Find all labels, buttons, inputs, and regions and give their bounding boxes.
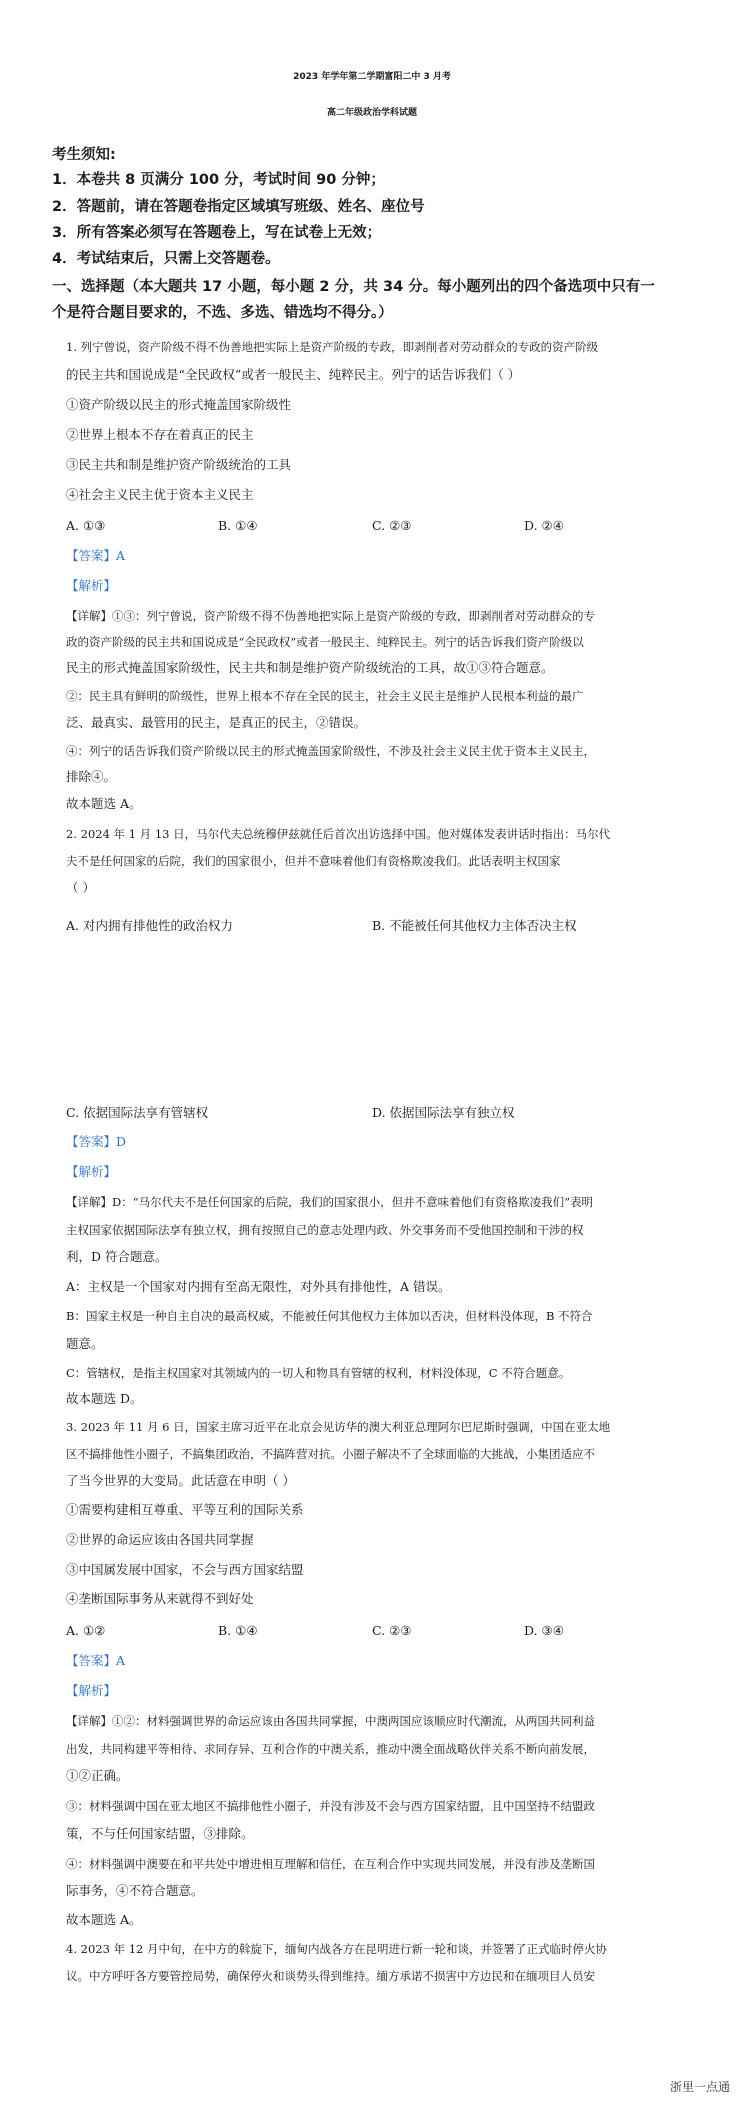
- question-stem: 3. 2023 年 11 月 6 日，国家主席习近平在北京会见访华的澳大利亚总理阿尔巴尼斯时强调，中国在亚太地: [66, 1420, 611, 1434]
- answer-label: 【答案】D: [66, 1134, 127, 1149]
- detail-line: 排除④。: [66, 769, 117, 784]
- detail-line: 际事务，④不符合题意。: [66, 1883, 204, 1898]
- option-d: D. ③④: [524, 1623, 564, 1638]
- question-stem: 1. 列宁曾说，资产阶级不得不伪善地把实际上是资产阶级的专政，即剥削者对劳动群众的专政的资产阶级: [66, 340, 599, 354]
- detail-line: A：主权是一个国家对内拥有至高无限性，对外具有排他性，A 错误。: [66, 1279, 451, 1294]
- question-stem: 了当今世界的大变局。此话意在申明（ ）: [66, 1473, 295, 1488]
- question-item: ①需要构建相互尊重、平等互利的国际关系: [66, 1502, 304, 1517]
- question-item: ②世界的命运应该由各国共同掌握: [66, 1532, 254, 1547]
- analysis-label: 【解析】: [66, 1164, 117, 1179]
- detail-line: 题意。: [66, 1336, 104, 1351]
- detail-line: ④：列宁的话告诉我们资产阶级以民主的形式掩盖国家阶级性，不涉及社会主义民主优于资本主义民主，: [66, 744, 595, 758]
- detail-line: 出发，共同构建平等相待、求同存异、互利合作的中澳关系，推动中澳全面战略伙伴关系不断向前发展，: [66, 1742, 595, 1756]
- detail-line: C：管辖权，是指主权国家对其领域内的一切人和物具有管辖的权利，材料没体现，C 不符合题意。: [66, 1366, 571, 1380]
- detail-line: 民主的形式掩盖国家阶级性，民主共和制是维护资产阶级统治的工具，故①③符合题意。: [66, 660, 554, 675]
- question-stem: 议。中方呼吁各方要管控局势，确保停火和谈势头得到维持。缅方承诺不损害中方边民和在缅项目人员安: [66, 1969, 595, 1983]
- detail-line: ①②正确。: [66, 1768, 129, 1783]
- question-item: ③民主共和制是维护资产阶级统治的工具: [66, 457, 292, 472]
- option-b: B. ①④: [218, 1623, 258, 1638]
- question-item: ④社会主义民主优于资本主义民主: [66, 487, 254, 502]
- notice-item: 4．考试结束后，只需上交答题卷。: [52, 251, 280, 267]
- detail-line: 故本题选 A。: [66, 1912, 142, 1927]
- exam-title: 2023 年学年第二学期富阳二中 3 月考: [293, 72, 451, 82]
- notice-heading: 考生须知:: [52, 147, 116, 163]
- detail-line: 政的资产阶级的民主共和国说成是“全民政权”或者一般民主、纯粹民主。列宁的话告诉我们资产阶级以: [66, 635, 584, 649]
- question-item: ③中国属发展中国家，不会与西方国家结盟: [66, 1562, 304, 1577]
- detail-line: 故本题选 D。: [66, 1391, 143, 1406]
- answer-label: 【答案】A: [66, 1653, 126, 1668]
- option-b: B. 不能被任何其他权力主体否决主权: [372, 918, 577, 933]
- detail-line: 故本题选 A。: [66, 796, 142, 811]
- analysis-label: 【解析】: [66, 1683, 117, 1698]
- detail-line: 主权国家依据国际法享有独立权，拥有按照自己的意志处理内政、外交事务而不受他国控制和干涉的权: [66, 1223, 584, 1237]
- option-a: A. 对内拥有排他性的政治权力: [66, 918, 233, 933]
- detail-line: B：国家主权是一种自主自决的最高权威，不能被任何其他权力主体加以否决，但材料没体现，B 不符合: [66, 1309, 593, 1323]
- section-heading: 一、选择题（本大题共 17 小题，每小题 2 分，共 34 分。每小题列出的四个备选项中只有一: [52, 279, 655, 295]
- question-stem: （ ）: [66, 880, 95, 895]
- question-stem: 区不搞排他性小圈子，不搞集团政治，不搞阵营对抗。小圈子解决不了全球面临的大挑战，小集团适应不: [66, 1447, 595, 1461]
- question-stem: 2. 2024 年 1 月 13 日，马尔代夫总统穆伊兹就任后首次出访选择中国。他对媒体发表讲话时指出：马尔代: [66, 827, 611, 841]
- detail-line: 策，不与任何国家结盟，③排除。: [66, 1826, 254, 1841]
- option-c: C. 依据国际法享有管辖权: [66, 1105, 209, 1120]
- detail-line: 利，D 符合题意。: [66, 1249, 168, 1264]
- question-item: ④垄断国际事务从来就得不到好处: [66, 1591, 254, 1606]
- question-stem: 4. 2023 年 12 月中旬，在中方的斡旋下，缅甸内战各方在昆明进行新一轮和谈，并签署了正式临时停火协: [66, 1942, 607, 1956]
- option-a: A. ①②: [66, 1623, 106, 1638]
- option-d: D. 依据国际法享有独立权: [372, 1105, 515, 1120]
- option-b: B. ①④: [218, 518, 258, 533]
- detail-line: 【详解】①②：材料强调世界的命运应该由各国共同掌握，中澳两国应该顺应时代潮流，从两国共同利益: [66, 1714, 595, 1728]
- option-c: C. ②③: [372, 518, 412, 533]
- notice-item: 1．本卷共 8 页满分 100 分，考试时间 90 分钟；: [52, 172, 385, 188]
- detail-line: 泛、最真实、最管用的民主，是真正的民主，②错误。: [66, 715, 367, 730]
- question-item: ②世界上根本不存在着真正的民主: [66, 427, 254, 442]
- notice-item: 2．答题前，请在答题卷指定区域填写班级、姓名、座位号: [52, 199, 425, 215]
- detail-line: 【详解】①③：列宁曾说，资产阶级不得不伪善地把实际上是资产阶级的专政，即剥削者对劳动群众的专: [66, 609, 595, 623]
- detail-line: 【详解】D：“马尔代夫不是任何国家的后院，我们的国家很小，但并不意味着他们有资格欺凌我们”表明: [66, 1195, 593, 1209]
- detail-line: ②：民主具有鲜明的阶级性，世界上根本不存在全民的民主，社会主义民主是维护人民根本利益的最广: [66, 689, 584, 703]
- analysis-label: 【解析】: [66, 578, 117, 593]
- section-heading: 个是符合题目要求的，不选、多选、错选均不得分。）: [52, 305, 393, 321]
- answer-label: 【答案】A: [66, 548, 126, 563]
- question-stem: 的民主共和国说成是“全民政权”或者一般民主、纯粹民主。列宁的话告诉我们（ ）: [66, 367, 521, 382]
- option-a: A. ①③: [66, 518, 106, 533]
- detail-line: ③：材料强调中国在亚太地区不搞排他性小圈子，并没有涉及不会与西方国家结盟，且中国坚持不结盟政: [66, 1799, 595, 1813]
- footer-watermark: 浙里一点通: [669, 2080, 730, 2094]
- answer: [66, 547, 125, 565]
- detail-line: ④：材料强调中澳要在和平共处中增进相互理解和信任，在互利合作中实现共同发展，并没有涉及垄断国: [66, 1857, 595, 1871]
- option-c: C. ②③: [372, 1623, 412, 1638]
- notice-item: 3．所有答案必须写在答题卷上，写在试卷上无效；: [52, 225, 382, 241]
- question-item: ①资产阶级以民主的形式掩盖国家阶级性: [66, 397, 292, 412]
- question-stem: 夫不是任何国家的后院，我们的国家很小，但并不意味着他们有资格欺凌我们。此话表明主权国家: [66, 854, 561, 868]
- option-d: D. ②④: [524, 518, 564, 533]
- exam-subtitle: 高二年级政治学科试题: [326, 108, 417, 118]
